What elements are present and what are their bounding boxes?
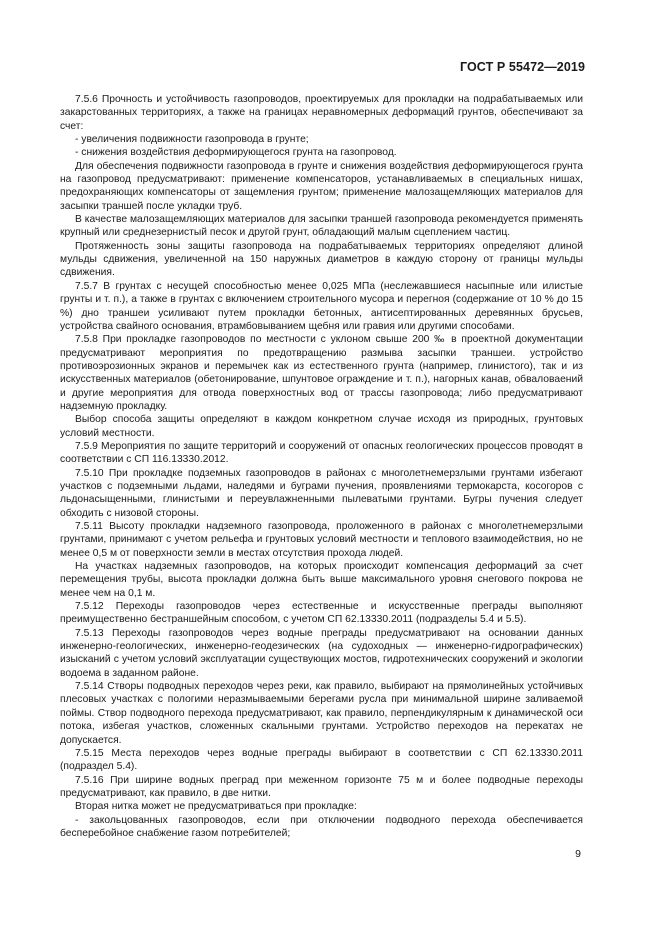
document-code: ГОСТ Р 55472—2019 <box>459 60 585 74</box>
paragraph-7-5-13: 7.5.13 Переходы газопроводов через водные преграды предусматривают на основании данных инженерно-геологических, инженерно-геодезических (на судоходных — инженерно-гидрографических) изысканий с учетом условий эксплуатации существующих мостов, гидротехнических сооружений и экологии водоема в заданном районе. <box>60 627 583 679</box>
paragraph-7-5-9: 7.5.9 Мероприятия по защите территорий и сооружений от опасных геологических процессов проводят в соответствии с СП 116.13330.2012. <box>60 440 583 466</box>
paragraph-7-5-11: 7.5.11 Высоту прокладки надземного газопровода, проложенного в районах с многолетнемерзлыми грунтами, принимают с учетом рельефа и грунтовых условий местности и теплового взаимодействия, но не менее 0,5 м от поверхности земли в местах отсутствия прохода людей. <box>60 521 583 559</box>
paragraph-7-5-16: 7.5.16 При ширине водных преград при меженном горизонте 75 м и более подводные переходы предусматривают, как правило, в две нитки. <box>60 774 583 799</box>
paragraph-7-5-15: 7.5.15 Места переходов через водные преграды выбирают в соответствии с СП 62.13330.2011 (подраздел 5.4). <box>60 747 583 773</box>
paragraph-7-5-6: 7.5.6 Прочность и устойчивость газопроводов, проектируемых для прокладки на подрабатываемых или закарстованных территориях, а также на границах неравномерных деформаций грунтов, обеспечивают за счет: <box>60 94 583 132</box>
page-number: 9 <box>575 848 581 860</box>
paragraph-second-line: Вторая нитка может не предусматриваться при прокладке: <box>75 801 357 813</box>
paragraph-compensators: Для обеспечения подвижности газопровода в грунте и снижения воздействия деформирующегося грунта на газопровод предусматривают: применение компенсаторов, устанавливаемых в специальных нишах, предохраняющих компенсаторы от защемления грунтом; применение малозащемляющих материалов для засыпки траншей после укладки труб. <box>60 160 583 212</box>
list-item-mobility: - увеличения подвижности газопровода в грунте; <box>75 134 309 146</box>
document-body <box>60 93 583 840</box>
paragraph-7-5-8: 7.5.8 При прокладке газопроводов по местности с уклоном свыше 200 ‰ в проектной документации предусматривают мероприятия по предотвращению размыва засыпки траншеи. устройство противоэрозионных экранов и перемычек как из естественного грунта (например, глинистого), так и из искусственных материалов (обетонирование, шпунтовое ограждение и т. п.), нагорных канав, обваловаений и другие мероприятия для отвода поверхностных вод от трассы газопровода; либо предусматривают надземную прокладку. <box>60 334 583 412</box>
paragraph-7-5-12: 7.5.12 Переходы газопроводов через естественные и искусственные преграды выполняют преимущественно бестраншейным способом, с учетом СП 62.13330.2011 (подразделы 5.4 и 5.5). <box>60 601 583 626</box>
paragraph-above-ground-sections: На участках надземных газопроводов, на которых происходит компенсация деформаций за счет перемещения трубы, высота прокладки должна быть выше максимального уровня снегового покрова не менее чем на 0,1 м. <box>60 561 583 599</box>
paragraph-backfill-materials: В качестве малозащемляющих материалов для засыпки траншей газопровода рекомендуется применять крупный или среднезернистый песок и другой грунт, обладающий малым сцеплением частиц. <box>60 214 583 239</box>
paragraph-7-5-14: 7.5.14 Створы подводных переходов через реки, как правило, выбирают на прямолинейных устойчивых плесовых участках с пологими неразмываемыми берегами русла при минимальной ширине заливаемой поймы. Створ подводного перехода предусматривают, как правило, перпендикулярным к динамической оси потока, избегая участков, сложенных скальными грунтами. Устройство переходов на перекатах не допускается. <box>60 681 583 746</box>
list-item-looped-pipelines: - закольцованных газопроводов, если при отключении подводного перехода обеспечивается бесперебойное снабжение газом потребителей; <box>60 814 583 839</box>
paragraph-protection-zone: Протяженность зоны защиты газопровода на подрабатываемых территориях определяют длиной мульды сдвижения, увеличенной на 150 наружных диаметров в каждую сторону от границы мульды сдвижения. <box>60 240 583 279</box>
paragraph-7-5-7: 7.5.7 В грунтах с несущей способностью менее 0,025 МПа (неслежавшиеся насыпные или илистые грунты и т. п.), а также в грунтах с включением строительного мусора и перегноя (содержание от 10 % до 15 %) дно траншеи усиливают путем прокладки бетонных, антисептированных деревянных брусьев, устройства свайного основания, втрамбовыванием щебня или гравия или другими способами. <box>60 280 583 332</box>
list-item-reduce-impact: - снижения воздействия деформирующегося грунта на газопровод. <box>75 147 397 159</box>
paragraph-protection-choice: Выбор способа защиты определяют в каждом конкретном случае исходя из природных, грунтовых условий местности. <box>60 414 583 439</box>
paragraph-7-5-10: 7.5.10 При прокладке подземных газопроводов в районах с многолетнемерзлыми грунтами избегают участков с подземными льдами, наледями и буграми пучения, проявлениями термокарста, косогоров с льдонасыщенными, глинистыми и переувлажненными пылеватыми грунтами. Бугры пучения следует обходить с низовой стороны. <box>60 467 583 519</box>
